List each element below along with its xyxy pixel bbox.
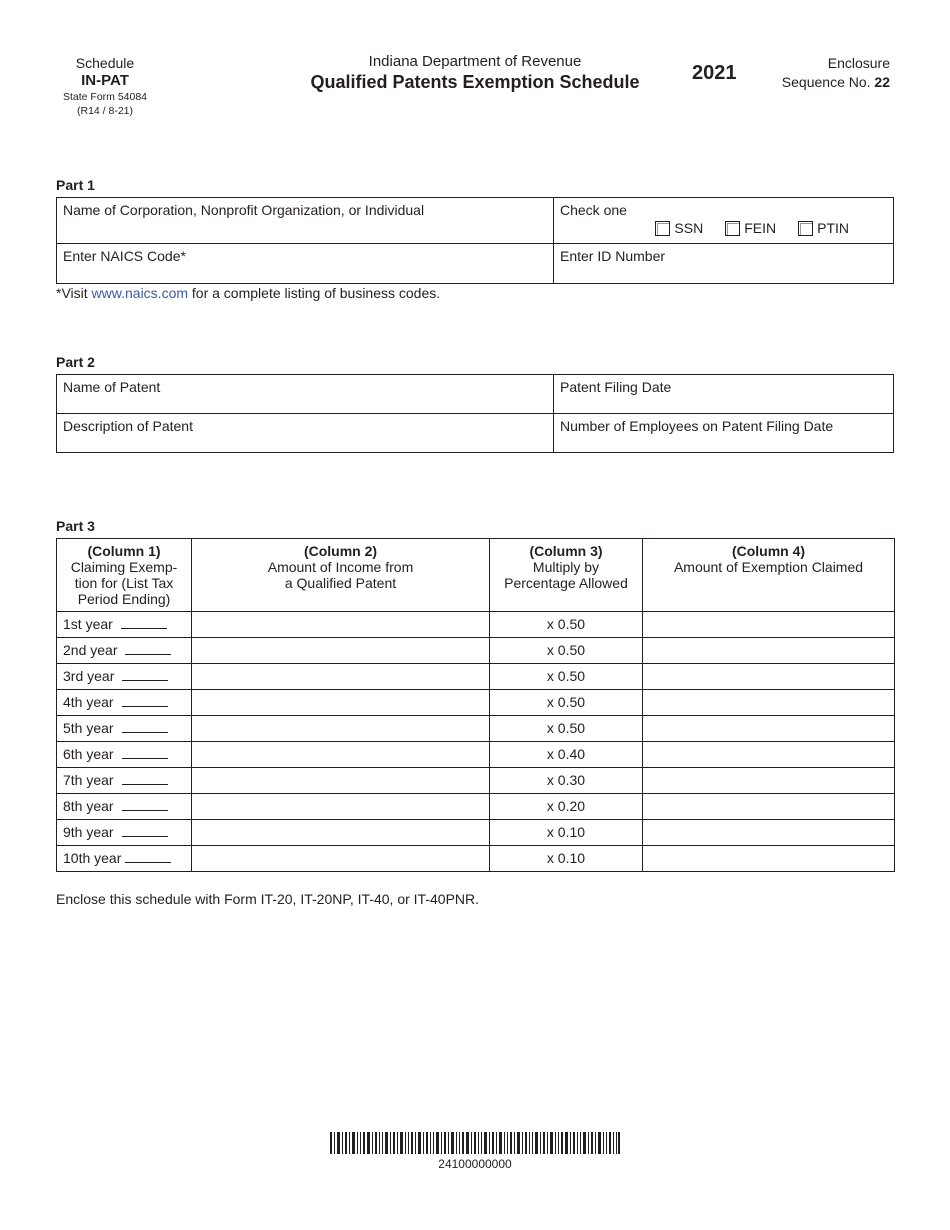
ptin-label: PTIN bbox=[817, 220, 849, 236]
column-2-name: (Column 2) bbox=[303, 543, 378, 559]
barcode-number: 24100000000 bbox=[438, 1157, 512, 1171]
id-number-field[interactable] bbox=[554, 244, 894, 284]
year-cell[interactable] bbox=[57, 690, 192, 716]
income-amount-cell[interactable] bbox=[192, 690, 490, 716]
multiplier-cell: x 0.50 bbox=[490, 638, 643, 664]
year-cell[interactable] bbox=[57, 820, 192, 846]
sequence-label: Sequence No. bbox=[781, 74, 871, 90]
patent-filing-date-field[interactable] bbox=[554, 375, 894, 414]
multiplier-cell: x 0.10 bbox=[490, 846, 643, 872]
patent-description-label: Description of Patent bbox=[63, 418, 193, 434]
column-2-header bbox=[192, 539, 490, 612]
column-2-line-2: a Qualified Patent bbox=[284, 575, 397, 591]
form-revision: (R14 / 8-21) bbox=[76, 105, 134, 117]
part1-label: Part 1 bbox=[56, 177, 95, 193]
state-form-number: State Form 54084 bbox=[62, 91, 148, 103]
schedule-code: IN-PAT bbox=[81, 72, 129, 89]
column-1-line-2: tion for (List Tax bbox=[74, 575, 174, 591]
part1-table bbox=[56, 197, 894, 284]
tax-period-blank[interactable] bbox=[121, 618, 167, 629]
income-amount-cell[interactable] bbox=[192, 638, 490, 664]
income-amount-cell[interactable] bbox=[192, 664, 490, 690]
year-cell[interactable] bbox=[57, 716, 192, 742]
employee-count-label: Number of Employees on Patent Filing Date bbox=[560, 418, 834, 434]
multiplier-cell: x 0.50 bbox=[490, 664, 643, 690]
multiplier-cell: x 0.40 bbox=[490, 742, 643, 768]
tax-period-blank[interactable] bbox=[122, 774, 168, 785]
column-4-name: (Column 4) bbox=[731, 543, 806, 559]
year-label: 5th year bbox=[63, 720, 114, 736]
multiplier-cell: x 0.30 bbox=[490, 768, 643, 794]
ssn-label: SSN bbox=[674, 220, 704, 236]
table-row bbox=[57, 716, 895, 742]
part2-label: Part 2 bbox=[56, 354, 95, 370]
check-one-label: Check one bbox=[560, 202, 627, 218]
table-row bbox=[57, 742, 895, 768]
department-name: Indiana Department of Revenue bbox=[368, 53, 582, 70]
column-1-line-3: Period Ending) bbox=[77, 591, 171, 607]
column-1-header bbox=[57, 539, 192, 612]
part2-table bbox=[56, 374, 894, 453]
tax-period-blank[interactable] bbox=[122, 722, 168, 733]
taxpayer-name-field[interactable] bbox=[57, 198, 554, 244]
year-label: 1st year bbox=[63, 616, 113, 632]
year-label: 4th year bbox=[63, 694, 114, 710]
patent-description-field[interactable] bbox=[57, 414, 554, 453]
income-amount-cell[interactable] bbox=[192, 742, 490, 768]
id-type-options bbox=[560, 220, 887, 236]
income-amount-cell[interactable] bbox=[192, 716, 490, 742]
schedule-header bbox=[55, 55, 155, 118]
year-cell[interactable] bbox=[57, 846, 192, 872]
year-label: 7th year bbox=[63, 772, 114, 788]
year-label: 8th year bbox=[63, 798, 114, 814]
column-1-line-1: Claiming Exemp- bbox=[70, 559, 178, 575]
table-row bbox=[57, 820, 895, 846]
multiplier-cell: x 0.50 bbox=[490, 690, 643, 716]
taxpayer-name-label: Name of Corporation, Nonprofit Organization, or Individual bbox=[63, 202, 425, 218]
sequence-number: 22 bbox=[874, 74, 890, 90]
table-row bbox=[57, 612, 895, 638]
table-row bbox=[57, 664, 895, 690]
naics-link[interactable]: www.naics.com bbox=[91, 285, 189, 301]
id-type-cell bbox=[554, 198, 894, 244]
patent-filing-date-label: Patent Filing Date bbox=[560, 379, 672, 395]
ssn-checkbox[interactable] bbox=[655, 221, 670, 236]
multiplier-cell: x 0.20 bbox=[490, 794, 643, 820]
form-title-block bbox=[285, 52, 665, 93]
exemption-table bbox=[56, 538, 895, 872]
income-amount-cell[interactable] bbox=[192, 846, 490, 872]
year-label: 3rd year bbox=[63, 668, 115, 684]
fein-checkbox[interactable] bbox=[725, 221, 740, 236]
exemption-amount-cell[interactable] bbox=[643, 768, 895, 794]
enclosure-instructions: Enclose this schedule with Form IT-20, IT-20NP, IT-40, or IT-40PNR. bbox=[56, 891, 480, 907]
table-row bbox=[57, 638, 895, 664]
tax-period-blank[interactable] bbox=[122, 826, 168, 837]
exemption-amount-cell[interactable] bbox=[643, 716, 895, 742]
column-1-name: (Column 1) bbox=[87, 543, 161, 559]
column-3-line-2: Percentage Allowed bbox=[504, 575, 628, 591]
patent-name-label: Name of Patent bbox=[63, 379, 161, 395]
year-label: 10th year bbox=[63, 850, 122, 866]
column-4-line-1: Amount of Exemption Claimed bbox=[673, 559, 864, 575]
barcode-icon bbox=[330, 1132, 620, 1154]
year-cell[interactable] bbox=[57, 794, 192, 820]
year-cell[interactable] bbox=[57, 612, 192, 638]
year-cell[interactable] bbox=[57, 638, 192, 664]
ssn-option[interactable] bbox=[655, 220, 703, 236]
table-row bbox=[57, 794, 895, 820]
exemption-amount-cell[interactable] bbox=[643, 638, 895, 664]
exemption-amount-cell[interactable] bbox=[643, 820, 895, 846]
income-amount-cell[interactable] bbox=[192, 820, 490, 846]
tax-period-blank[interactable] bbox=[122, 800, 168, 811]
multiplier-cell: x 0.50 bbox=[490, 612, 643, 638]
column-3-header bbox=[490, 539, 643, 612]
enclosure-label: Enclosure bbox=[827, 55, 890, 71]
column-3-line-1: Multiply by bbox=[532, 559, 600, 575]
exemption-amount-cell[interactable] bbox=[643, 612, 895, 638]
exemption-amount-cell[interactable] bbox=[643, 690, 895, 716]
naics-code-label: Enter NAICS Code* bbox=[63, 248, 186, 264]
year-label: 9th year bbox=[63, 824, 114, 840]
table-row bbox=[57, 768, 895, 794]
employee-count-field[interactable] bbox=[554, 414, 894, 453]
column-4-header bbox=[643, 539, 895, 612]
column-2-line-1: Amount of Income from bbox=[267, 559, 414, 575]
year-cell[interactable] bbox=[57, 768, 192, 794]
table-row bbox=[57, 846, 895, 872]
multiplier-cell: x 0.10 bbox=[490, 820, 643, 846]
sequence-line bbox=[760, 73, 890, 92]
year-cell[interactable] bbox=[57, 664, 192, 690]
naics-note-prefix: *Visit bbox=[56, 285, 88, 301]
column-3-name: (Column 3) bbox=[529, 543, 603, 559]
fein-option[interactable] bbox=[725, 220, 776, 236]
page-title: Qualified Patents Exemption Schedule bbox=[310, 72, 640, 92]
multiplier-cell: x 0.50 bbox=[490, 716, 643, 742]
table-row bbox=[57, 690, 895, 716]
id-number-label: Enter ID Number bbox=[560, 248, 666, 264]
tax-period-blank[interactable] bbox=[125, 644, 171, 655]
tax-period-blank[interactable] bbox=[122, 670, 168, 681]
income-amount-cell[interactable] bbox=[192, 612, 490, 638]
year-label: 2nd year bbox=[63, 642, 118, 658]
exemption-amount-cell[interactable] bbox=[643, 794, 895, 820]
tax-period-blank[interactable] bbox=[122, 696, 168, 707]
exemption-amount-cell[interactable] bbox=[643, 846, 895, 872]
exemption-amount-cell[interactable] bbox=[643, 742, 895, 768]
income-amount-cell[interactable] bbox=[192, 768, 490, 794]
tax-period-blank[interactable] bbox=[122, 748, 168, 759]
naics-code-field[interactable] bbox=[57, 244, 554, 284]
naics-note-suffix: for a complete listing of business codes. bbox=[191, 285, 441, 301]
exemption-table-header bbox=[57, 539, 895, 612]
ptin-option[interactable] bbox=[798, 220, 849, 236]
exemption-amount-cell[interactable] bbox=[643, 664, 895, 690]
naics-note bbox=[56, 285, 440, 301]
tax-period-blank[interactable] bbox=[125, 852, 171, 863]
fein-label: FEIN bbox=[744, 220, 777, 236]
part3-label: Part 3 bbox=[56, 518, 95, 534]
patent-name-field[interactable] bbox=[57, 375, 554, 414]
year-label: 6th year bbox=[63, 746, 114, 762]
tax-year: 2021 bbox=[692, 62, 737, 84]
year-cell[interactable] bbox=[57, 742, 192, 768]
income-amount-cell[interactable] bbox=[192, 794, 490, 820]
ptin-checkbox[interactable] bbox=[798, 221, 813, 236]
schedule-label: Schedule bbox=[75, 55, 135, 71]
enclosure-block bbox=[760, 54, 890, 92]
